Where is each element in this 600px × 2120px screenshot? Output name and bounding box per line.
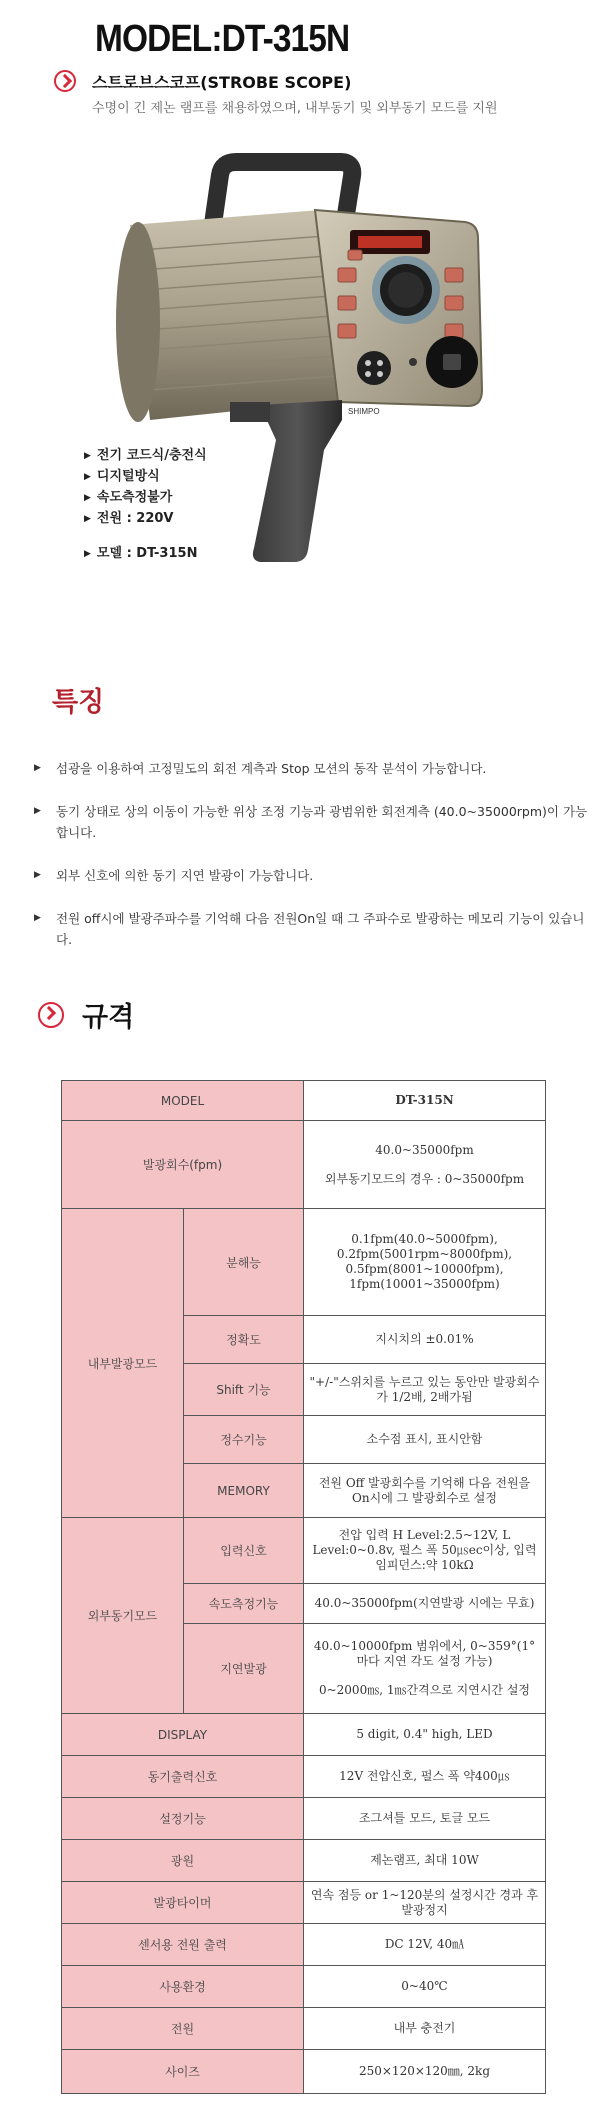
chevron-right-circle-icon [54, 70, 76, 92]
list-item: ▶ 디지털방식 [84, 466, 207, 487]
spec-label: 속도측정기능 [184, 1584, 304, 1624]
spec-group-label: 내부발광모드 [62, 1209, 184, 1518]
brand-label: SHIMPO [348, 407, 380, 416]
list-item: ▶ 섬광을 이용하여 고정밀도의 회전 계측과 Stop 모션의 동작 분석이 가능합니다. [34, 758, 594, 779]
table-row [62, 2050, 546, 2094]
spec-value: 5 digit, 0.4" high, LED [304, 1714, 546, 1756]
list-item: ▶ 속도측정불가 [84, 487, 207, 508]
spec-label: 동기출력신호 [62, 1756, 304, 1798]
features-title: 특징 [52, 687, 105, 718]
list-item: ▶ 외부 신호에 의한 동기 지연 발광이 가능합니다. [34, 865, 594, 886]
table-row [62, 1756, 546, 1798]
table-row [62, 2008, 546, 2050]
product-description: 수명이 긴 제논 램프를 채용하였으며, 내부동기 및 외부동기 모드를 지원 [92, 101, 498, 116]
spec-value: DT-315N [304, 1081, 546, 1121]
table-row [62, 1924, 546, 1966]
spec-label: MODEL [62, 1081, 304, 1121]
spec-value: 지시치의 ±0.01% [304, 1316, 546, 1364]
spec-value: 250×120×120㎜, 2kg [304, 2050, 546, 2094]
table-row [62, 1518, 546, 1584]
spec-label: DISPLAY [62, 1714, 304, 1756]
spec-value: 40.0~10000fpm 범위에서, 0~359°(1° 마다 지연 각도 설정 가능) 0~2000㎳, 1㎳간격으로 지연시간 설정 [304, 1624, 546, 1714]
spec-value: 0~40℃ [304, 1966, 546, 2008]
table-row [62, 1840, 546, 1882]
spec-value: 내부 충전기 [304, 2008, 546, 2050]
spec-label: 전원 [62, 2008, 304, 2050]
product-name: 스트로브스코프(STROBE SCOPE) [92, 73, 352, 92]
table-row [62, 1798, 546, 1840]
spec-value: 0.1fpm(40.0~5000fpm), 0.2fpm(5001rpm~8000fpm), 0.5fpm(8001~10000fpm), 1fpm(10001~35000fpm) [304, 1209, 546, 1316]
spec-value: 조그셔틀 모드, 토글 모드 [304, 1798, 546, 1840]
table-row [62, 1882, 546, 1924]
spec-group-label: 외부동기모드 [62, 1518, 184, 1714]
table-row [62, 1209, 546, 1316]
list-item: ▶ 전원 : 220V [84, 508, 207, 529]
spec-label: Shift 기능 [184, 1364, 304, 1416]
list-item: ▶ 전원 off시에 발광주파수를 기억해 다음 전원On일 때 그 주파수로 발광하는 메모리 기능이 있습니다. [34, 908, 594, 950]
spec-value: 소수점 표시, 표시안함 [304, 1416, 546, 1464]
spec-label: 정수기능 [184, 1416, 304, 1464]
spec-label: 발광회수(fpm) [62, 1121, 304, 1209]
spec-label: 사용환경 [62, 1966, 304, 2008]
spec-label: 설정기능 [62, 1798, 304, 1840]
spec-value: 전원 Off 발광회수를 기억해 다음 전원을 On시에 그 발광회수로 설정 [304, 1464, 546, 1518]
spec-value: "+/-"스위치를 누르고 있는 동안만 발광회수가 1/2배, 2배가됨 [304, 1364, 546, 1416]
spec-label: 정확도 [184, 1316, 304, 1364]
model-title: MODEL:DT-315N [95, 18, 350, 60]
quick-spec-list [84, 445, 207, 564]
spec-label: 광원 [62, 1840, 304, 1882]
table-row [62, 1966, 546, 2008]
table-row [62, 1081, 546, 1121]
spec-value: 40.0~35000fpm(지연발광 시에는 무효) [304, 1584, 546, 1624]
spec-label: 입력신호 [184, 1518, 304, 1584]
spec-label: 센서용 전원 출력 [62, 1924, 304, 1966]
chevron-right-circle-icon [38, 1002, 64, 1028]
spec-value: 40.0~35000fpm 외부동기모드의 경우 : 0~35000fpm [304, 1121, 546, 1209]
spec-value: 전압 입력 H Level:2.5~12V, L Level:0~0.8v, 펄스 폭 50㎲ec이상, 입력 임피던스:약 10kΩ [304, 1518, 546, 1584]
features-list [34, 758, 594, 972]
spec-table [61, 1080, 546, 2094]
spec-value: 12V 전압신호, 펄스 폭 약400㎲ [304, 1756, 546, 1798]
specs-title: 규격 [82, 1002, 135, 1033]
spec-label: 발광타이머 [62, 1882, 304, 1924]
spec-value: DC 12V, 40㎃ [304, 1924, 546, 1966]
table-row [62, 1121, 546, 1209]
table-row [62, 1714, 546, 1756]
list-item: ▶ 전기 코드식/충전식 [84, 445, 207, 466]
list-item: ▶ 동기 상태로 상의 이동이 가능한 위상 조정 기능과 광범위한 회전계측 (40.0~35000rpm)이 가능합니다. [34, 801, 594, 843]
spec-label: 사이즈 [62, 2050, 304, 2094]
spec-label: 지연발광 [184, 1624, 304, 1714]
spec-value: 연속 점등 or 1~120분의 설정시간 경과 후 발광정지 [304, 1882, 546, 1924]
list-item: ▶ 모델 : DT-315N [84, 543, 207, 564]
spec-label: 분해능 [184, 1209, 304, 1316]
spec-value: 제논램프, 최대 10W [304, 1840, 546, 1882]
spec-label: MEMORY [184, 1464, 304, 1518]
